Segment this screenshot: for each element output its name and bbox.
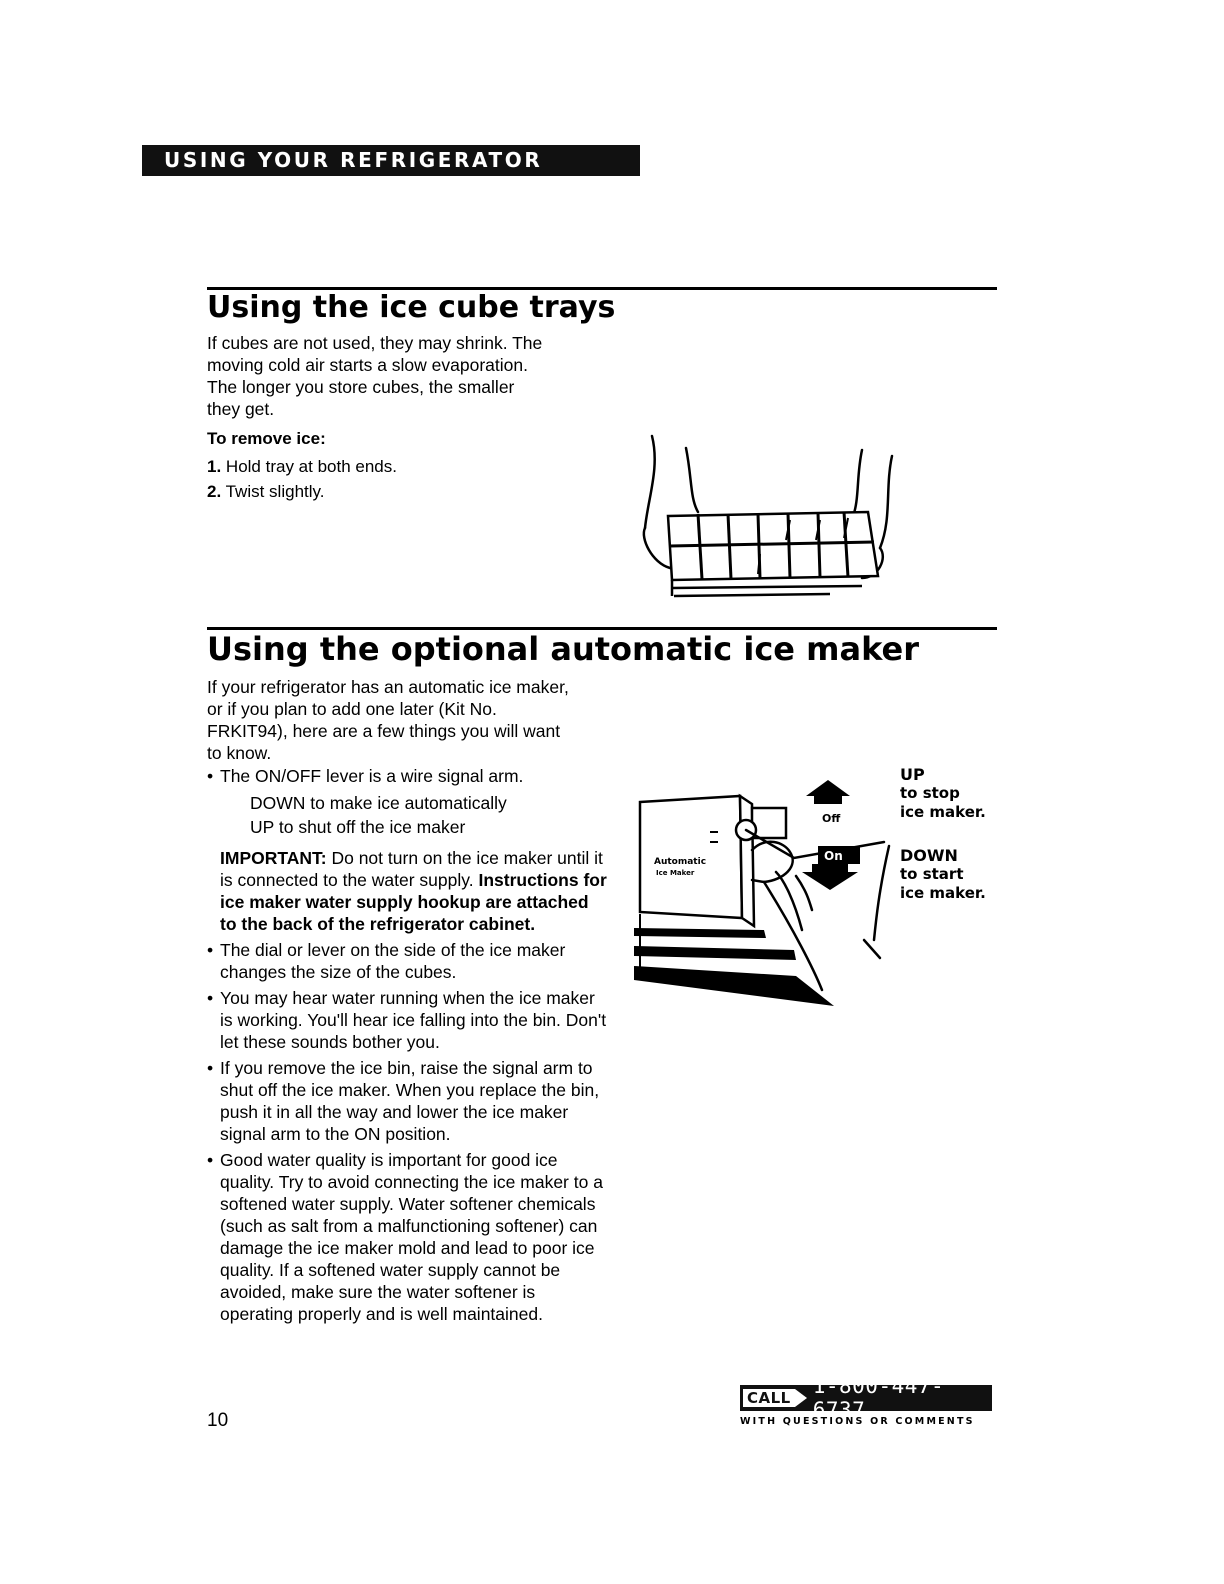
down-callout-line: ice maker.: [900, 884, 986, 902]
call-label: CALL: [743, 1389, 795, 1407]
phone-number: 1-800-447-6737: [812, 1374, 945, 1422]
off-label: Off: [822, 812, 841, 825]
ice-maker-illustration: [634, 780, 894, 1010]
remove-ice-label: To remove ice:: [207, 429, 326, 448]
ice-tray-illustration: [630, 428, 910, 610]
bullet-text: The ON/OFF lever is a wire signal arm.: [220, 766, 524, 786]
ice-maker-intro: [207, 676, 627, 764]
intro-line: they get.: [207, 399, 275, 419]
phone-subtitle: WITH QUESTIONS OR COMMENTS: [740, 1416, 975, 1427]
arrow-right-icon: [795, 1389, 807, 1407]
up-callout-line: to stop: [900, 784, 960, 802]
step-item: [207, 479, 597, 504]
ice-maker-details: [207, 765, 607, 1329]
step-text: Hold tray at both ends.: [225, 457, 397, 476]
intro-line: FRKIT94), here are a few things you will want: [207, 721, 561, 741]
down-instruction: DOWN to make ice automatically: [250, 793, 507, 813]
lever-positions: [220, 791, 607, 839]
up-callout: [900, 765, 986, 822]
important-text: Do not turn on the ice maker until it is connected to the water supply.: [220, 848, 603, 890]
important-note: [220, 847, 607, 935]
section-title-ice-maker: Using the optional automatic ice maker: [207, 630, 919, 668]
step-number: 1.: [207, 457, 222, 476]
important-label: IMPORTANT:: [220, 848, 327, 868]
section-banner: USING YOUR REFRIGERATOR: [142, 145, 640, 176]
bullet-item: • You may hear water running when the ice maker is working. You'll hear ice falling into the bin. Don't let these sounds bother you.: [207, 987, 607, 1053]
bullet-item: • Good water quality is important for good ice quality. Try to avoid connecting the ice maker to a softened water supply. Water softener chemicals (such as salt from a malfunctioning softener) can damage the ice maker mold and lead to poor ice quality. If a softened water supply cannot be avoided, make sure the water softener is operating properly and is well maintained.: [207, 1149, 607, 1325]
on-label: On: [824, 849, 843, 863]
step-item: [207, 454, 597, 479]
down-callout-title: DOWN: [900, 846, 958, 865]
section-title-ice-trays: Using the ice cube trays: [207, 290, 616, 325]
bullet-list: [207, 765, 607, 1325]
down-callout: [900, 846, 986, 903]
intro-line: If cubes are not used, they may shrink. The: [207, 333, 543, 353]
bullet-item: [207, 765, 607, 935]
intro-line: to know.: [207, 743, 272, 763]
ice-maker-label: Automatic: [654, 857, 707, 867]
intro-line: moving cold air starts a slow evaporation.: [207, 355, 528, 375]
ice-trays-intro: [207, 332, 597, 420]
ice-maker-label: Ice Maker: [656, 869, 695, 877]
intro-line: If your refrigerator has an automatic ice maker,: [207, 677, 569, 697]
bullet-item: • The dial or lever on the side of the ice maker changes the size of the cubes.: [207, 939, 607, 983]
up-callout-title: UP: [900, 765, 925, 784]
step-number: 2.: [207, 482, 222, 501]
remove-ice-steps: [207, 454, 597, 504]
down-callout-line: to start: [900, 865, 964, 883]
page-number: 10: [207, 1410, 229, 1431]
step-text: Twist slightly.: [225, 482, 325, 501]
intro-line: or if you plan to add one later (Kit No.: [207, 699, 497, 719]
bullet-item: • If you remove the ice bin, raise the signal arm to shut off the ice maker. When you replace the bin, push it in all the way and lower the ice maker signal arm to the ON position.: [207, 1057, 607, 1145]
up-callout-line: ice maker.: [900, 803, 986, 821]
instructions-note: Instructions for ice maker water supply hookup are attached to the back of the refrigerator cabinet.: [220, 870, 607, 934]
up-instruction: UP to shut off the ice maker: [250, 817, 466, 837]
intro-line: The longer you store cubes, the smaller: [207, 377, 515, 397]
